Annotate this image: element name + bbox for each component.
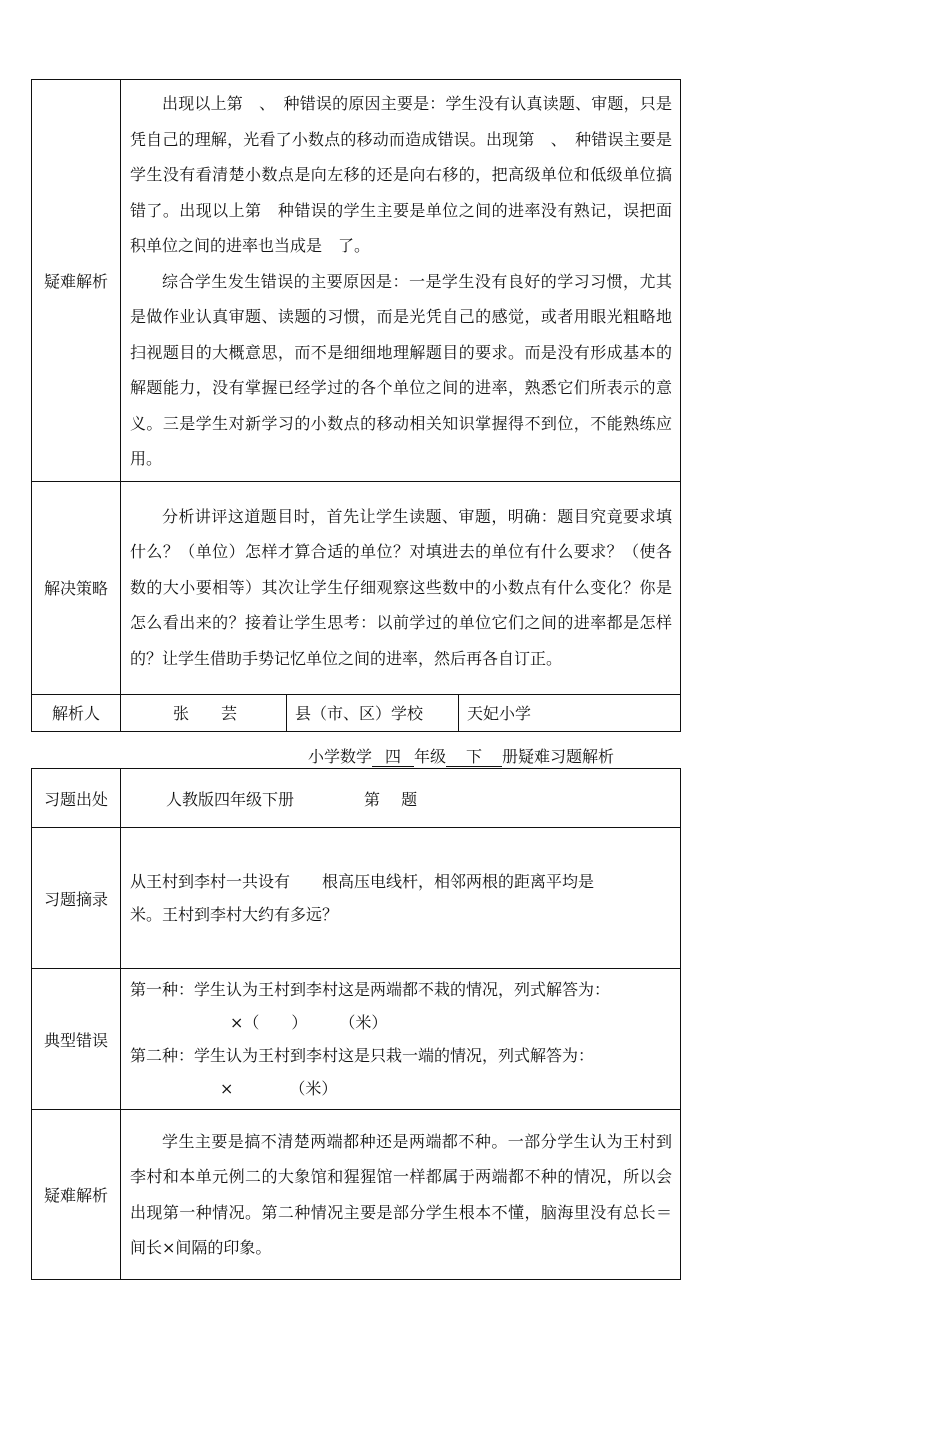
header-suffix: 册疑难习题解析 bbox=[502, 747, 615, 766]
source-text: 人教版四年级下册 bbox=[166, 789, 295, 809]
analysis-label-2: 疑难解析 bbox=[32, 1110, 121, 1280]
header-volume: 下 bbox=[446, 748, 502, 767]
errors-content bbox=[121, 969, 681, 1110]
source-row bbox=[32, 769, 681, 828]
source-content bbox=[121, 769, 681, 828]
source-label: 习题出处 bbox=[32, 769, 121, 828]
analysis-paragraph-3: 学生主要是搞不清楚两端都种还是两端都不种。一部分学生认为王村到李村和本单元例二的大象馆和猩猩馆一样都属于两端都不种的情况，所以会出现第一种情况。第二种情况主要是部分学生根本不懂，脑海里没有总长＝间长×间隔的印象。 bbox=[130, 1131, 672, 1257]
analysis-paragraph-2: 综合学生发生错误的主要原因是：一是学生没有良好的学习习惯，尤其是做作业认真审题、读题的习惯，而是光凭自己的感觉，或者用眼光粗略地扫视题目的大概意思，而不是细细地理解题目的要求。而是没有形成基本的解题能力，没有掌握已经学过的各个单位之间的进率，熟悉它们所表示的意义。三是学生对新学习的小数点的移动相关知识掌握得不到位，不能熟练应用。 bbox=[130, 271, 672, 468]
excerpt-line-2: 米。王村到李村大约有多远？ bbox=[130, 905, 339, 924]
strategy-label: 解决策略 bbox=[32, 481, 121, 694]
analyst-name: 张 芸 bbox=[121, 694, 287, 731]
analysis-paragraph-1: 出现以上第 、 种错误的原因主要是：学生没有认真读题、审题，只是凭自己的理解，光看了小数点的移动而造成错误。出现第 、 种错误主要是学生没有看清楚小数点是向左移的还是向右移的，把高级单位和低级单位搞错了。出现以上第 种错误的学生主要是单位之间的进率没有熟记，误把面积单位之间的进率也当成是 了。 bbox=[130, 94, 672, 255]
analysis-content bbox=[121, 80, 681, 482]
section-header bbox=[308, 744, 614, 767]
header-prefix: 小学数学 bbox=[308, 747, 373, 766]
excerpt-content bbox=[121, 828, 681, 969]
error-first-formula: ×（ ） （米） bbox=[230, 1013, 388, 1032]
error-second-formula: × （米） bbox=[220, 1079, 338, 1098]
analysis-row-2 bbox=[32, 1110, 681, 1280]
analysis-label: 疑难解析 bbox=[32, 80, 121, 482]
strategy-row bbox=[32, 481, 681, 694]
error-second: 第二种：学生认为王村到李村这是只栽一端的情况，列式解答为： bbox=[130, 1046, 595, 1065]
strategy-content bbox=[121, 481, 681, 694]
excerpt-line-1: 从王村到李村一共设有 根高压电线杆，相邻两根的距离平均是 bbox=[130, 872, 595, 891]
excerpt-label: 习题摘录 bbox=[32, 828, 121, 969]
errors-label: 典型错误 bbox=[32, 969, 121, 1110]
excerpt-row bbox=[32, 828, 681, 969]
header-grade-suffix: 年级 bbox=[414, 747, 447, 766]
header-grade: 四 bbox=[372, 748, 414, 767]
analysis-table-2 bbox=[31, 768, 681, 1280]
errors-row bbox=[32, 969, 681, 1110]
analysis-content-2 bbox=[121, 1110, 681, 1280]
error-first: 第一种：学生认为王村到李村这是两端都不栽的情况，列式解答为： bbox=[130, 980, 611, 999]
signature-label: 解析人 bbox=[32, 694, 121, 731]
analysis-row bbox=[32, 80, 681, 482]
analysis-table-1 bbox=[31, 79, 681, 732]
strategy-paragraph: 分析讲评这道题目时，首先让学生读题、审题，明确：题目究竟要求填什么？（单位）怎样才算合适的单位？对填进去的单位有什么要求？（使各数的大小要相等）其次让学生仔细观察这些数中的小数点有什么变化？你是怎么看出来的？接着让学生思考：以前学过的单位它们之间的进率都是怎样的？让学生借助手势记忆单位之间的进率，然后再各自订正。 bbox=[130, 506, 672, 668]
signature-row bbox=[32, 694, 681, 731]
school-name: 天妃小学 bbox=[459, 694, 681, 731]
source-number: 第 题 bbox=[364, 789, 418, 809]
school-label: 县（市、区）学校 bbox=[287, 694, 459, 731]
